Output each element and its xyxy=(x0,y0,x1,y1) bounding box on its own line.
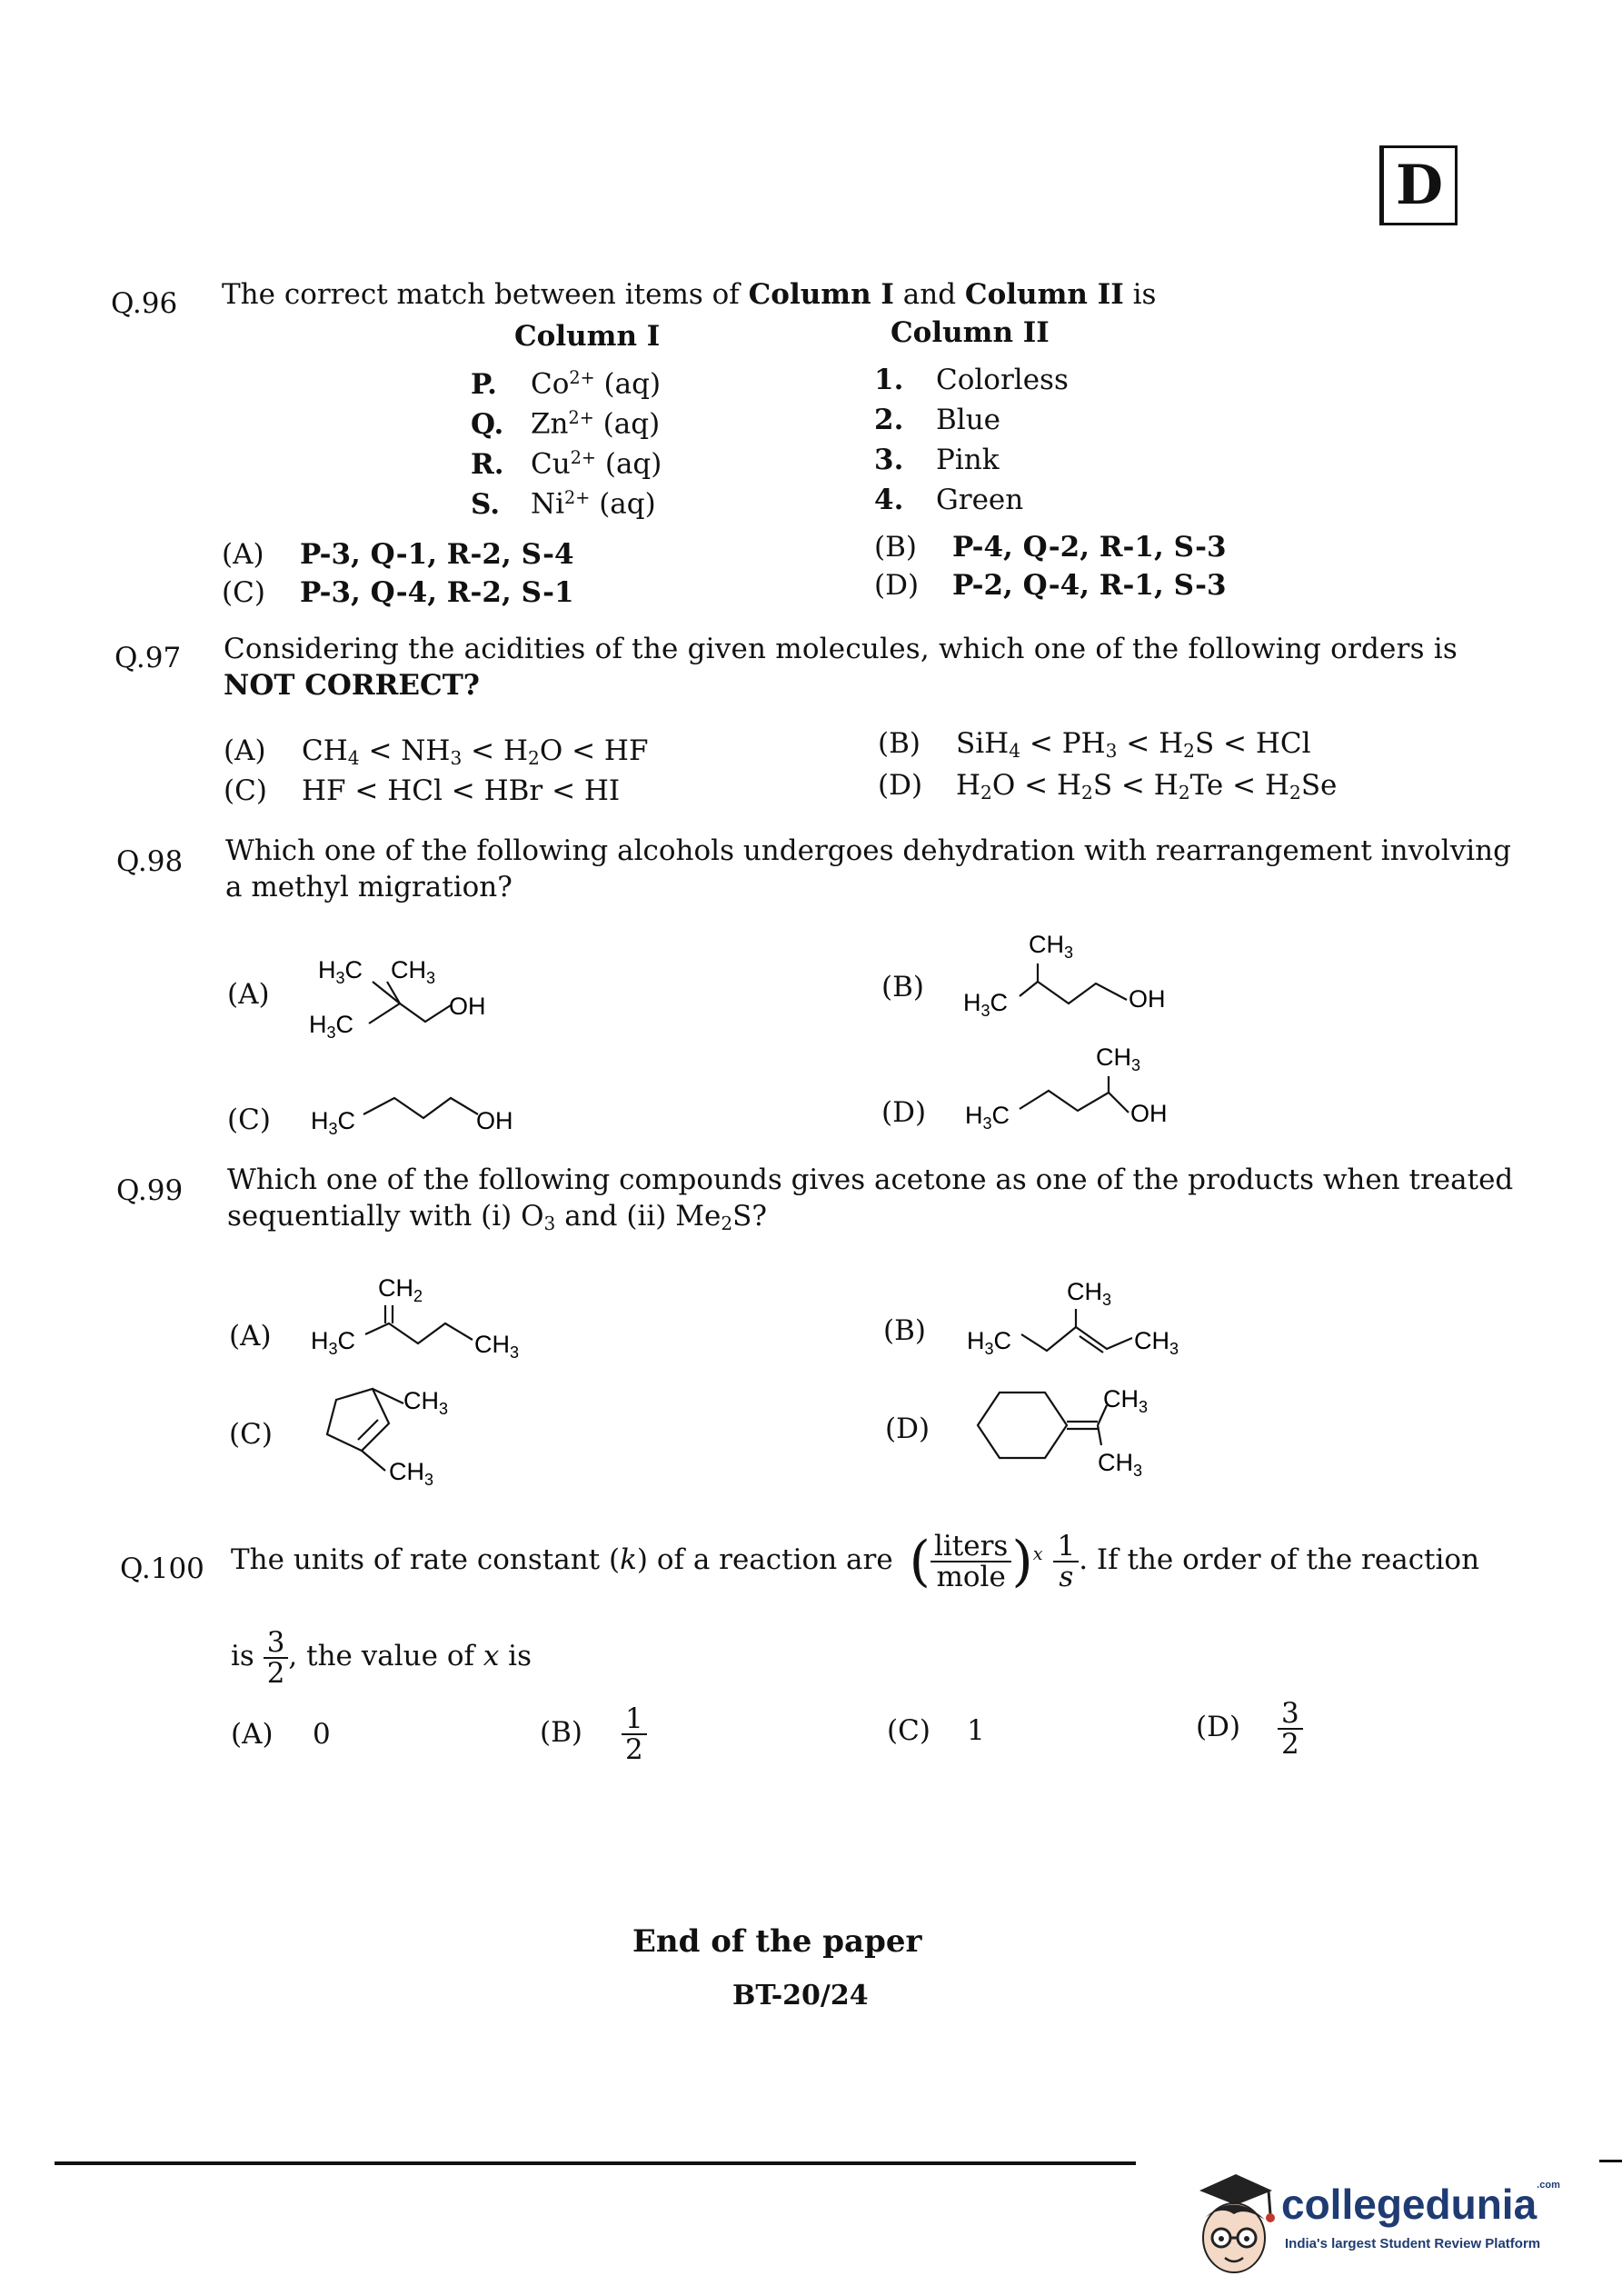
svg-text:H3C: $H_3C$ xyxy=(311,1107,356,1138)
option-a-label[interactable]: (A) xyxy=(229,1320,272,1353)
h3c-label: $H_3C$ xyxy=(309,1011,354,1042)
svg-text:CH3: $CH_3$ xyxy=(1134,1327,1179,1358)
order-fraction: $\frac{3}{2}$ xyxy=(264,1628,289,1688)
column2-heading: Column II xyxy=(891,316,1050,349)
option-d[interactable]: (D) P-2, Q-4, R-1, S-3 xyxy=(874,569,1227,602)
question-text: Considering the acidities of the given molecules, which one of the following orders is NOT CORRECT? xyxy=(224,633,1458,702)
option-c-label[interactable]: (C) xyxy=(229,1418,273,1451)
h3c-label: $H_3C$ xyxy=(318,956,363,987)
column2-row: 1. Colorless xyxy=(874,364,1069,396)
svg-text:H3C: $H_3C$ xyxy=(967,1327,1012,1358)
structure-99a xyxy=(309,1271,545,1371)
structure-99c xyxy=(309,1378,491,1487)
option-b[interactable]: (B) P-4, Q-2, R-1, S-3 xyxy=(874,531,1227,564)
bottom-rule xyxy=(55,2161,1136,2165)
question-number: Q.100 xyxy=(120,1552,204,1585)
question-number: Q.97 xyxy=(114,642,182,674)
svg-text:OH: OH xyxy=(1129,985,1166,1013)
question-number: Q.98 xyxy=(116,845,184,878)
structure-98d xyxy=(963,1036,1190,1136)
structure-98c xyxy=(309,1078,527,1142)
svg-text:OH: OH xyxy=(1130,1100,1168,1127)
brand-tagline: India's largest Student Review Platform xyxy=(1285,2236,1541,2251)
question-text: Which one of the following alcohols undergoes dehydration with rearrangement involving a methyl migration? xyxy=(225,834,1511,903)
option-a-label[interactable]: (A) xyxy=(227,978,270,1011)
question-text: The units of rate constant (k) of a reaction are ( $\frac{\text{liters}}{\text{mole}}$ )$^x$ $\frac{1}{s}$ . If the order of the reaction xyxy=(231,1529,1480,1593)
option-b[interactable]: (B) $SiH_4 < PH_3 < H_2S$ < HCl xyxy=(878,727,1311,763)
option-c[interactable]: (C) P-3, Q-4, R-2, S-1 xyxy=(222,576,574,609)
option-b[interactable]: (B) $\frac{1}{2}$ xyxy=(540,1696,647,1769)
option-d[interactable]: (D) $H_2O < H_2S < H_2Te < H_2Se$ xyxy=(878,769,1338,804)
structure-99d xyxy=(963,1380,1199,1489)
column1-row: P. $Co^{2+}$ (aq) xyxy=(471,367,662,401)
bottom-rule-right xyxy=(1599,2160,1622,2162)
svg-text:CH2: $CH_2$ xyxy=(378,1274,423,1305)
structure-98a xyxy=(300,945,509,1045)
svg-text:OH: OH xyxy=(476,1107,513,1134)
question-text: The correct match between items of Column I and Column II is xyxy=(222,278,1157,311)
svg-text:H3C: $H_3C$ xyxy=(963,989,1009,1020)
set-code: D xyxy=(1395,154,1444,217)
svg-text:CH3: $CH_3$ xyxy=(1096,1043,1141,1074)
svg-text:CH3: $CH_3$ xyxy=(1029,931,1074,962)
ch3-label: $CH_3$ xyxy=(391,956,436,987)
column1-row: S. $Ni^{2+}$ (aq) xyxy=(471,487,656,521)
option-b-label[interactable]: (B) xyxy=(881,971,924,1003)
option-c[interactable]: (C) HF < HCl < HBr < HI xyxy=(224,774,621,807)
svg-text:CH3: $CH_3$ xyxy=(1098,1449,1143,1480)
structure-99b xyxy=(963,1274,1199,1374)
svg-text:CH3: $CH_3$ xyxy=(1103,1385,1149,1416)
structure-98b xyxy=(961,923,1189,1023)
page-code: BT-20/24 xyxy=(732,1980,869,2011)
collegedunia-logo xyxy=(1181,2163,1581,2281)
option-d-label[interactable]: (D) xyxy=(881,1096,927,1129)
option-b-label[interactable]: (B) xyxy=(883,1314,926,1347)
option-a[interactable]: (A) 0 xyxy=(231,1718,331,1751)
column2-row: 4. Green xyxy=(874,484,1024,516)
option-a[interactable]: (A) P-3, Q-1, R-2, S-4 xyxy=(222,538,574,571)
column1-row: R. $Cu^{2+}$ (aq) xyxy=(471,447,662,481)
column1-heading: Column I xyxy=(514,320,661,353)
question-number: Q.96 xyxy=(111,287,178,320)
svg-text:H3C: $H_3C$ xyxy=(311,1327,356,1358)
mascot-icon xyxy=(1181,2163,1281,2281)
svg-text:CH3: $CH_3$ xyxy=(474,1331,520,1362)
column2-row: 3. Pink xyxy=(874,444,1000,476)
option-d[interactable]: (D) $\frac{3}{2}$ xyxy=(1196,1691,1303,1763)
svg-text:CH3: $CH_3$ xyxy=(1067,1278,1112,1309)
svg-text:CH3: $CH_3$ xyxy=(403,1387,449,1418)
end-of-paper: End of the paper xyxy=(632,1923,922,1960)
units-expression: ( $\frac{\text{liters}}{\text{mole}}$ )$^x$ $\frac{1}{s}$ xyxy=(910,1530,1080,1593)
option-c[interactable]: (C) 1 xyxy=(887,1714,985,1747)
question-number: Q.99 xyxy=(116,1174,184,1207)
option-a[interactable]: (A) $CH_4 < NH_3 < H_2O$ < HF xyxy=(224,734,649,770)
question-text-line2: is $\frac{3}{2}$ , the value of x is xyxy=(231,1625,532,1690)
svg-text:H3C: $H_3C$ xyxy=(965,1102,1010,1133)
oh-label: OH xyxy=(449,993,486,1020)
column2-row: 2. Blue xyxy=(874,404,1001,436)
brand-name: collegedunia$^{.com}$ xyxy=(1281,2180,1560,2228)
question-text: Which one of the following compounds gives acetone as one of the products when treated sequentially with (i) $O_3$ and (ii) $Me_2S$? xyxy=(227,1163,1514,1235)
set-code-box xyxy=(1379,145,1458,225)
option-c-label[interactable]: (C) xyxy=(227,1103,271,1136)
svg-text:CH3: $CH_3$ xyxy=(389,1458,434,1487)
column1-row: Q. $Zn^{2+}$ (aq) xyxy=(471,407,661,441)
option-d-label[interactable]: (D) xyxy=(885,1413,930,1445)
